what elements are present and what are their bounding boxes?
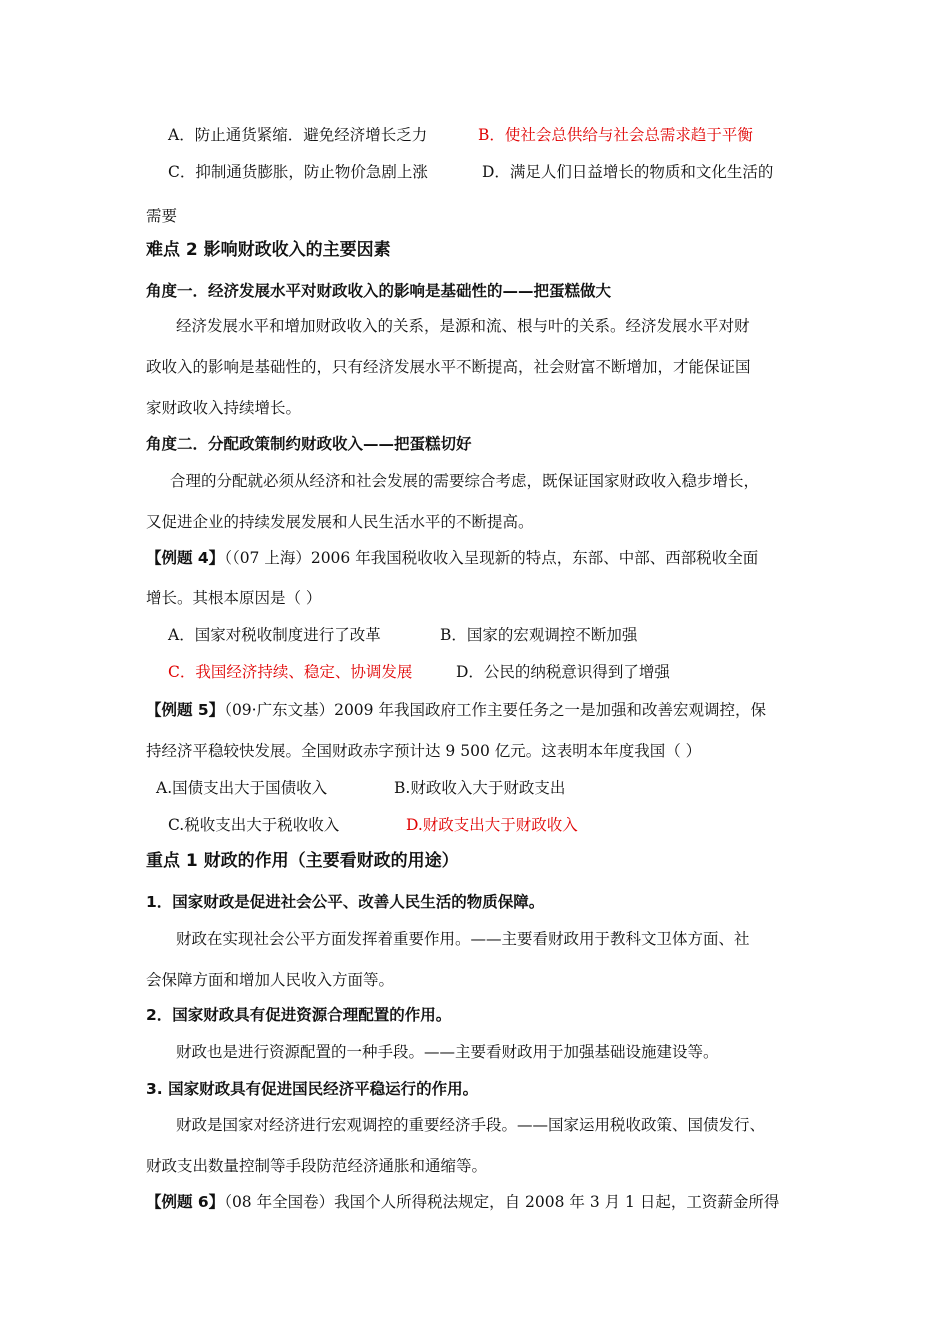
example5-line2: 持经济平稳较快发展。全国财政赤字预计达 9 500 亿元。这表明本年度我国（ ） [146,742,702,760]
example5-line1 [146,699,766,721]
example5-option-a: A.国债支出大于国债收入 [156,779,328,797]
example5-option-c: C.税收支出大于税收收入 [168,816,340,834]
example4-line2: 增长。其根本原因是（ ） [146,589,322,607]
angle2-heading: 角度二．分配政策制约财政收入——把蛋糕切好 [146,435,472,453]
example4-option-a: A．国家对税收制度进行了改革 [168,626,381,644]
angle1-para-line: 政收入的影响是基础性的，只有经济发展水平不断提高，社会财富不断增加，才能保证国 [146,358,751,376]
option-d: D．满足人们日益增长的物质和文化生活的 [482,163,774,181]
angle1-para-line: 家财政收入持续增长。 [146,399,302,417]
angle2-para-line: 合理的分配就必须从经济和社会发展的需要综合考虑，既保证国家财政收入稳步增长， [170,472,760,490]
angle1-para-line: 经济发展水平和增加财政收入的关系，是源和流、根与叶的关系。经济发展水平对财 [176,317,750,335]
example4-line1 [146,547,758,569]
key1-point3-para-line: 财政支出数量控制等手段防范经济通胀和通缩等。 [146,1157,488,1175]
example6-line1 [146,1191,779,1213]
option-c: C．抑制通货膨胀，防止物价急剧上涨 [168,163,428,181]
example5-option-d-answer: D.财政支出大于财政收入 [406,816,578,834]
example4-option-b: B．国家的宏观调控不断加强 [440,626,638,644]
example4-text: （（07 上海）2006 年我国税收收入呈现新的特点，东部、中部、西部税收全面 [224,549,759,567]
section-heading-difficulty2: 难点 2 影响财政收入的主要因素 [146,240,391,260]
angle2-para-line: 又促进企业的持续发展发展和人民生活水平的不断提高。 [146,513,534,531]
example6-label: 【例题 6】 [146,1193,225,1211]
key1-point1-para-line: 财政在实现社会公平方面发挥着重要作用。——主要看财政用于教科文卫体方面、社 [176,930,750,948]
section-heading-key1: 重点 1 财政的作用（主要看财政的用途） [146,851,459,871]
example4-label: 【例题 4】 [146,549,225,567]
example6-text: （08 年全国卷）我国个人所得税法规定，自 2008 年 3 月 1 日起，工资薪金所得 [224,1193,780,1211]
example5-label: 【例题 5】 [146,701,225,719]
option-a: A．防止通货紧缩．避免经济增长乏力 [168,126,428,144]
example5-text: （09·广东文基）2009 年我国政府工作主要任务之一是加强和改善宏观调控，保 [224,701,766,719]
example4-option-d: D．公民的纳税意识得到了增强 [456,663,670,681]
key1-point3-heading: 3. 国家财政具有促进国民经济平稳运行的作用。 [146,1080,479,1098]
key1-point2-para: 财政也是进行资源配置的一种手段。——主要看财政用于加强基础设施建设等。 [176,1043,719,1061]
example4-option-c-answer: C．我国经济持续、稳定、协调发展 [168,663,413,681]
example5-option-b: B.财政收入大于财政支出 [394,779,566,797]
angle1-heading: 角度一．经济发展水平对财政收入的影响是基础性的——把蛋糕做大 [146,282,612,300]
key1-point3-para-line: 财政是国家对经济进行宏观调控的重要经济手段。——国家运用税收政策、国债发行、 [176,1116,766,1134]
key1-point2-heading: 2．国家财政具有促进资源合理配置的作用。 [146,1006,452,1024]
key1-point1-para-line: 会保障方面和增加人民收入方面等。 [146,971,395,989]
option-b-answer: B．使社会总供给与社会总需求趋于平衡 [478,126,753,144]
key1-point1-heading: 1．国家财政是促进社会公平、改善人民生活的物质保障。 [146,893,545,911]
option-d-continuation: 需要 [146,207,178,225]
